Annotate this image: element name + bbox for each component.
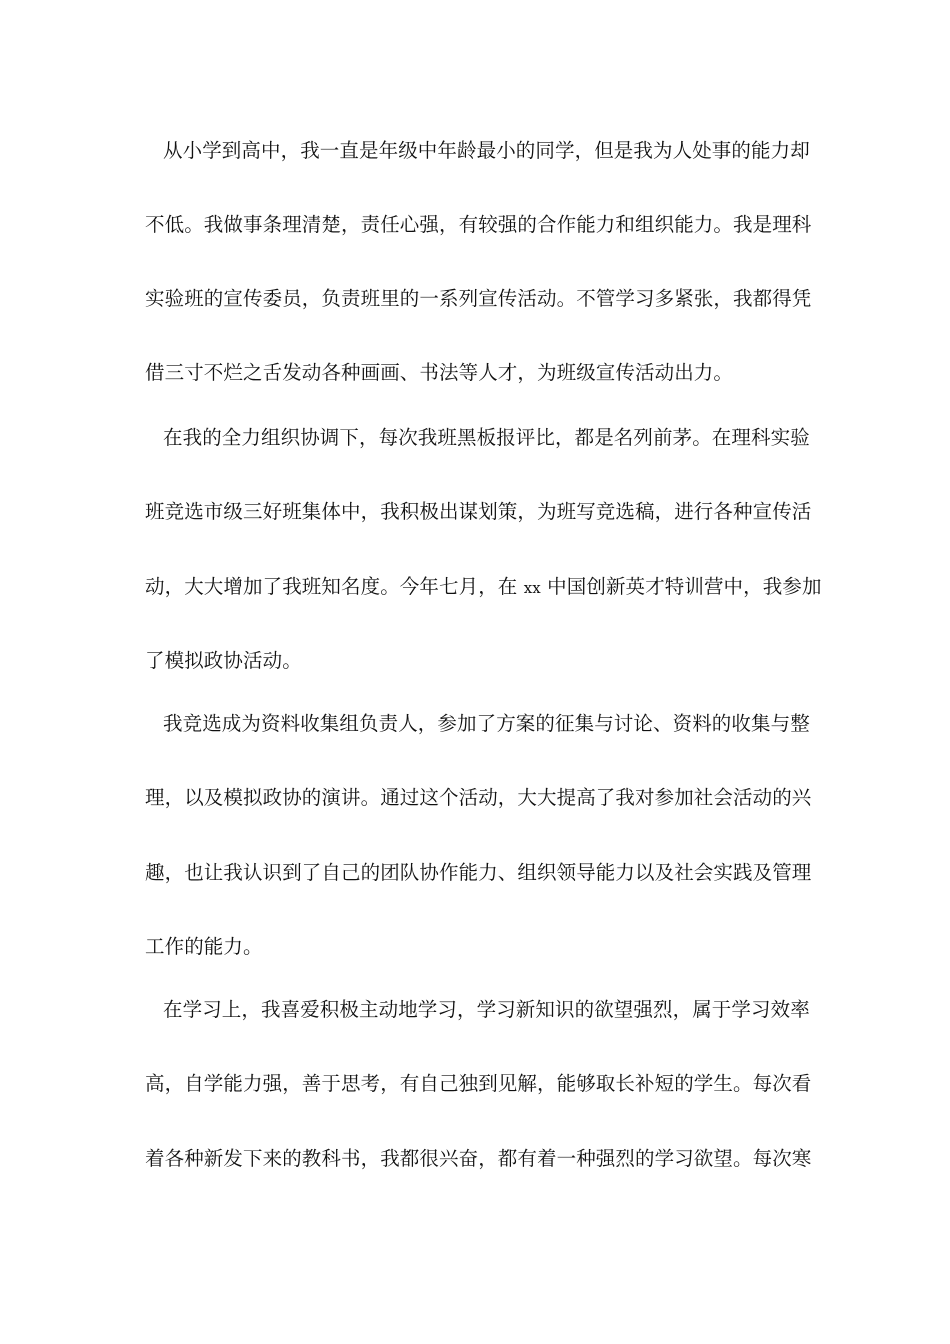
paragraph-2-line-3-part-2: 中国创新英才特训营中，我参加 — [547, 575, 822, 598]
paragraph-2-line-1: 在我的全力组织协调下，每次我班黑板报评比，都是名列前茅。在理科实验 — [163, 426, 810, 449]
paragraph-4-line-3: 着各种新发下来的教科书，我都很兴奋，都有着一种强烈的学习欲望。每次寒 — [145, 1147, 812, 1170]
paragraph-1-line-3: 实验班的宣传委员，负责班里的一系列宣传活动。不管学习多紧张，我都得凭 — [145, 287, 812, 310]
paragraph-4-line-1: 在学习上，我喜爱积极主动地学习，学习新知识的欲望强烈，属于学习效率 — [163, 998, 810, 1021]
paragraph-1-line-2: 不低。我做事条理清楚，责任心强，有较强的合作能力和组织能力。我是理科 — [145, 213, 812, 236]
paragraph-2-line-3-part-1: 动，大大增加了我班知名度。今年七月，在 — [145, 575, 518, 598]
placeholder-xx: xx — [523, 579, 541, 597]
paragraph-3-line-3: 趣，也让我认识到了自己的团队协作能力、组织领导能力以及社会实践及管理 — [145, 861, 812, 884]
paragraph-4-line-2: 高，自学能力强，善于思考，有自己独到见解，能够取长补短的学生。每次看 — [145, 1072, 812, 1095]
paragraph-3-line-4: 工作的能力。 — [145, 935, 263, 958]
paragraph-1-line-1: 从小学到高中，我一直是年级中年龄最小的同学，但是我为人处事的能力却 — [163, 139, 810, 162]
paragraph-2-line-2: 班竞选市级三好班集体中，我积极出谋划策，为班写竞选稿，进行各种宣传活 — [145, 500, 812, 523]
paragraph-1-line-4: 借三寸不烂之舌发动各种画画、书法等人才，为班级宣传活动出力。 — [145, 361, 734, 384]
paragraph-3-line-1: 我竞选成为资料收集组负责人，参加了方案的征集与讨论、资料的收集与整 — [163, 712, 810, 735]
paragraph-2-line-4: 了模拟政协活动。 — [145, 649, 302, 672]
paragraph-2-line-3 — [145, 572, 822, 602]
paragraph-3-line-2: 理，以及模拟政协的演讲。通过这个活动，大大提高了我对参加社会活动的兴 — [145, 786, 812, 809]
